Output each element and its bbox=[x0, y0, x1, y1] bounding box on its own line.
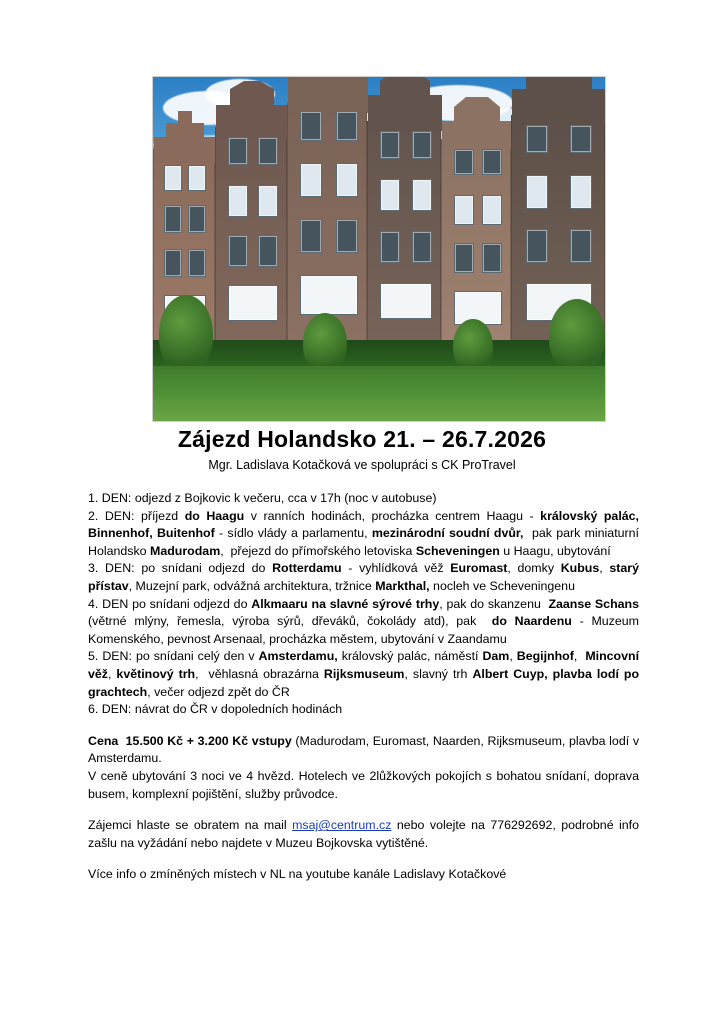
day-label: 2. DEN: bbox=[88, 508, 135, 523]
window bbox=[454, 243, 474, 273]
window bbox=[164, 165, 182, 191]
window bbox=[482, 195, 502, 225]
itinerary-day-1 bbox=[88, 490, 639, 508]
window bbox=[454, 195, 474, 225]
window bbox=[570, 125, 592, 153]
day-label: 6. DEN: bbox=[88, 702, 132, 717]
window bbox=[258, 235, 278, 267]
window bbox=[482, 149, 502, 175]
price-line bbox=[88, 733, 639, 768]
window bbox=[188, 205, 206, 233]
window bbox=[412, 131, 432, 159]
window bbox=[570, 229, 592, 263]
window bbox=[526, 229, 548, 263]
window bbox=[380, 283, 432, 319]
itinerary-day-4: 4. DEN po snídani odjezd do Alkmaaru na slavné sýrové trhy, pak do skanzenu Zaanse Schans (větrné mlýny, řemesla, výroba sýrů, dřeváků, čokolády atd), pak do Naardenu - Muzeum Komenského, pevnost Arsenaal, procházka městem, ubytování v Zaandamu bbox=[88, 596, 639, 646]
window bbox=[258, 137, 278, 165]
window bbox=[228, 285, 278, 321]
window bbox=[336, 163, 358, 197]
itinerary-day-3: 3. DEN: po snídani odjezd do Rotterdamu - vyhlídková věž Euromast, domky Kubus, starý přístav, Muzejní park, odvážná architektura, tržnice Markthal, nocleh ve Scheveningenu bbox=[88, 561, 639, 593]
tree bbox=[159, 295, 213, 373]
spacer bbox=[88, 852, 639, 866]
gable-roof bbox=[216, 76, 288, 139]
window bbox=[258, 185, 278, 217]
tree bbox=[303, 313, 347, 373]
window bbox=[188, 249, 206, 277]
window bbox=[336, 111, 358, 141]
price-includes: (Madurodam, Euromast, Naarden, Rijksmuseum, plavba lodí v Amsterdamu. bbox=[88, 733, 640, 766]
gable-roof bbox=[288, 76, 368, 113]
window bbox=[336, 219, 358, 253]
price-detail: V ceně ubytování 3 noci ve 4 hvězd. Hotelech ve 2lůžkových pokojích s bohatou snídaní, doprava busem, komplexní pojištění, služby průvodce. bbox=[88, 768, 639, 801]
window bbox=[188, 165, 206, 191]
tree bbox=[453, 319, 493, 373]
tree bbox=[549, 299, 605, 373]
window bbox=[380, 179, 400, 211]
price-label: Cena bbox=[88, 733, 119, 748]
window bbox=[412, 231, 432, 263]
gable-roof bbox=[368, 76, 442, 131]
window bbox=[526, 175, 548, 209]
window bbox=[228, 185, 248, 217]
window bbox=[228, 235, 248, 267]
spacer bbox=[88, 719, 639, 733]
gable-roof bbox=[512, 76, 606, 125]
window bbox=[482, 243, 502, 273]
itinerary-day-5: 5. DEN: po snídani celý den v Amsterdamu, královský palác, náměstí Dam, Begijnhof, Mincovní věž, květinový trh, věhlasná obrazárna Rijksmuseum, slavný trh Albert Cuyp, plavba lodí po grachtech, večer odjezd zpět do ČR bbox=[88, 649, 640, 699]
window bbox=[164, 205, 182, 233]
day-text: odjezd z Bojkovic k večeru, cca v 17h (noc v autobuse) bbox=[134, 491, 437, 505]
window bbox=[526, 125, 548, 153]
window bbox=[380, 131, 400, 159]
gable-roof bbox=[154, 103, 216, 163]
day-label: 1. DEN: bbox=[88, 491, 132, 505]
gable-roof bbox=[442, 89, 512, 149]
page-title: Zájezd Holandsko 21. – 26.7.2026 bbox=[177, 426, 547, 452]
price-amount: 15.500 Kč + 3.200 Kč vstupy bbox=[125, 733, 292, 748]
window bbox=[570, 175, 592, 209]
contact-line: Zájemci hlaste se obratem na mail msaj@centrum.cz nebo volejte na 776292692, podrobné info zašlu na vyžádání nebo najdete v Muzeu Bojkovska vytištěné. bbox=[88, 818, 640, 850]
canal-house bbox=[215, 127, 287, 359]
window bbox=[412, 179, 432, 211]
window bbox=[164, 249, 182, 277]
document-body bbox=[88, 490, 639, 884]
footer-more-info: Více info o zmíněných místech v NL na youtube kanále Ladislavy Kotačkové bbox=[88, 867, 507, 882]
hedge bbox=[153, 340, 605, 366]
itinerary-day-2: 2. DEN: příjezd do Haagu v ranních hodinách, procházka centrem Haagu - královský palác, Binnenhof, Buitenhof - sídlo vlády a parlamentu, mezinárodní soudní dvůr, pak park miniaturní Holandsko Madurodam, přejezd do přímořského letoviska Scheveningen u Haagu, ubytování bbox=[88, 508, 639, 558]
page-subtitle: Mgr. Ladislava Kotačková ve spolupráci s CK ProTravel bbox=[208, 458, 516, 472]
window bbox=[454, 149, 474, 175]
day-label: 3. DEN: bbox=[88, 561, 135, 576]
window bbox=[300, 275, 358, 315]
window bbox=[300, 219, 322, 253]
spacer bbox=[88, 803, 639, 817]
amsterdam-canal-houses-photo bbox=[152, 76, 606, 422]
window bbox=[300, 163, 322, 197]
lawn bbox=[153, 366, 605, 421]
canal-house bbox=[367, 121, 441, 359]
house-row bbox=[153, 77, 605, 359]
itinerary-day-6: 6. DEN: návrat do ČR v dopoledních hodinách bbox=[88, 702, 343, 717]
day-label: 4. DEN bbox=[88, 596, 129, 611]
day-label: 5. DEN: bbox=[88, 649, 132, 664]
email-link[interactable]: msaj@centrum.cz bbox=[292, 818, 392, 833]
window bbox=[300, 111, 322, 141]
window bbox=[228, 137, 248, 165]
window bbox=[380, 231, 400, 263]
